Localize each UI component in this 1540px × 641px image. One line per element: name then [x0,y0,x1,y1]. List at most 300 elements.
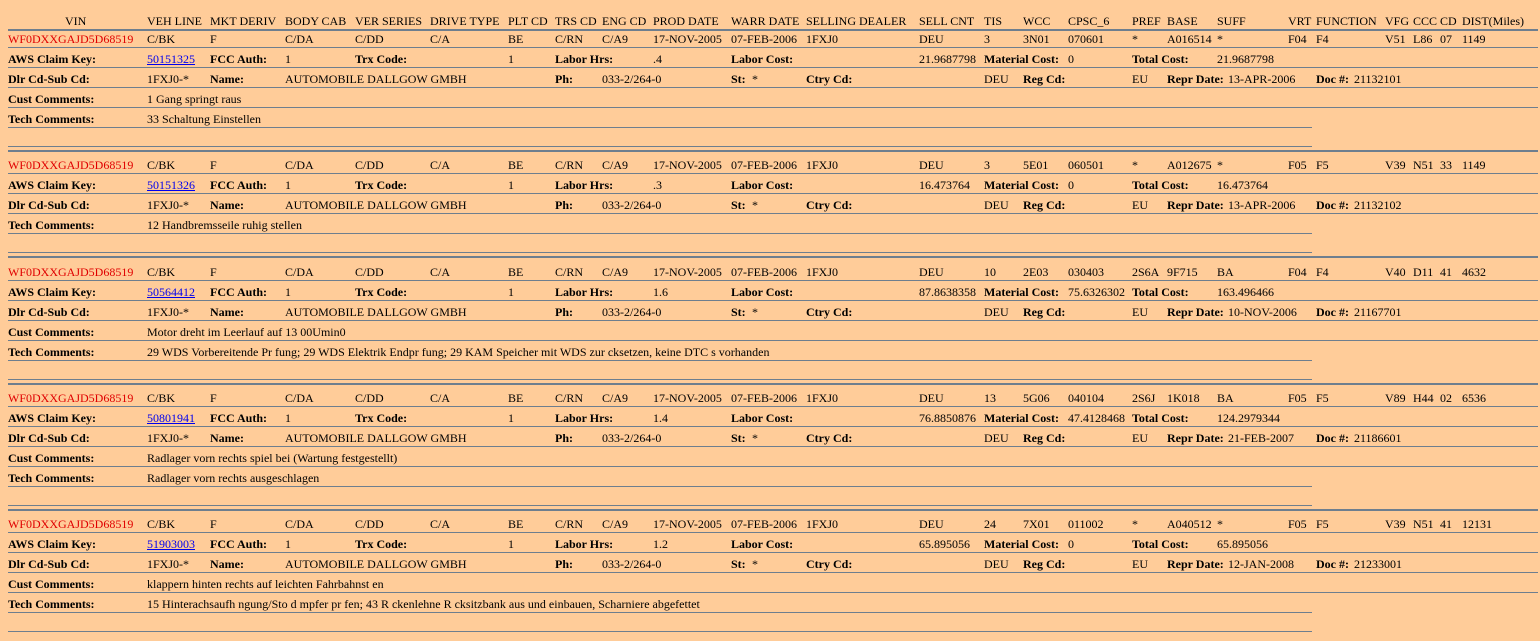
row-divider [8,466,1538,467]
record-end-divider [8,233,1312,234]
record-drive-type: C/A [430,158,451,172]
record-suff: BA [1217,391,1234,405]
phone-value: 033-2/264-0 [602,305,662,319]
column-header: BODY CAB [285,14,347,28]
record-ccc: D11 [1413,265,1434,279]
record-pref: * [1132,32,1138,46]
record-function: F4 [1316,265,1329,279]
repair-date-label: Repr Date: [1167,72,1224,86]
tech-comments-label: Tech Comments: [8,218,95,232]
repair-date-label: Repr Date: [1167,198,1224,212]
row-divider [8,446,1538,447]
record-cd: 33 [1440,158,1452,172]
record-pref: 2S6J [1132,391,1156,405]
claim-key-link[interactable]: 51903003 [147,537,195,551]
fcc-auth-value: 1 [285,411,291,425]
row-divider [8,532,1538,533]
material-cost-label: Material Cost: [984,178,1059,192]
column-header: CCC [1413,14,1438,28]
dealer-code-value: 1FXJ0-* [147,557,190,571]
fcc-auth-label: FCC Auth: [210,537,268,551]
labor-hrs-value: 1.4 [653,411,668,425]
fcc-auth-value: 1 [285,178,291,192]
labor-cost-value: 65.895056 [919,537,970,551]
tech-comments-label: Tech Comments: [8,345,95,359]
labor-cost-value: 16.473764 [919,178,970,192]
country-code-value: DEU [984,431,1009,445]
record-sell-cnt: DEU [919,517,944,531]
aws-claim-key-label: AWS Claim Key: [8,537,96,551]
fcc-auth-label: FCC Auth: [210,178,268,192]
region-code-label: Reg Cd: [1023,305,1066,319]
record-eng-cd: C/A9 [602,158,629,172]
column-header: DIST(Miles) [1462,14,1524,28]
row-divider [8,87,1538,88]
country-code-label: Ctry Cd: [806,198,853,212]
record-end-divider [8,127,1312,128]
record-base: 9F715 [1167,265,1198,279]
row-divider [8,47,1538,48]
record-veh-line: C/BK [147,158,176,172]
record-cd: 41 [1440,265,1452,279]
fcc-auth-value: 1 [285,52,291,66]
record-sell-cnt: DEU [919,391,944,405]
record-cpsc-6: 030403 [1068,265,1104,279]
record-ccc: H44 [1413,391,1434,405]
record-plt-cd: BE [508,391,524,405]
column-header: WCC [1023,14,1051,28]
record-suff: * [1217,517,1223,531]
record-warr-date: 07-FEB-2006 [731,158,797,172]
record-vfg: V51 [1385,32,1406,46]
dealer-code-value: 1FXJ0-* [147,431,190,445]
state-value: * [752,198,758,212]
row-divider [8,213,1538,214]
aws-claim-key-label: AWS Claim Key: [8,178,96,192]
record-body-cab: C/DA [285,158,314,172]
labor-hrs-label: Labor Hrs: [555,52,614,66]
country-code-label: Ctry Cd: [806,72,853,86]
total-cost-value: 16.473764 [1217,178,1268,192]
total-cost-value: 124.2979344 [1217,411,1280,425]
cust-comments-label: Cust Comments: [8,451,95,465]
record-pref: 2S6A [1132,265,1160,279]
column-header: VFG [1385,14,1410,28]
tech-comments-value: 12 Handbremsseile ruhig stellen [147,218,302,232]
trx-code-value: 1 [508,285,514,299]
record-eng-cd: C/A9 [602,391,629,405]
aws-claim-key-label: AWS Claim Key: [8,411,96,425]
phone-label: Ph: [555,431,573,445]
labor-hrs-value: 1.2 [653,537,668,551]
record-pref: * [1132,517,1138,531]
record-ccc: N51 [1413,158,1434,172]
country-code-value: DEU [984,305,1009,319]
claim-key-link[interactable]: 50151326 [147,178,195,192]
record-top-divider [8,150,1538,152]
claim-key-link[interactable]: 50151325 [147,52,195,66]
record-warr-date: 07-FEB-2006 [731,32,797,46]
record-mkt-deriv: F [210,32,217,46]
record-tis: 10 [984,265,996,279]
labor-hrs-label: Labor Hrs: [555,178,614,192]
record-vfg: V89 [1385,391,1406,405]
region-code-value: EU [1132,198,1148,212]
record-tis: 3 [984,32,990,46]
column-header: SELLING DEALER [806,14,907,28]
material-cost-label: Material Cost: [984,285,1059,299]
state-label: St: [731,198,746,212]
region-code-value: EU [1132,305,1148,319]
row-divider [8,406,1538,407]
labor-hrs-label: Labor Hrs: [555,285,614,299]
labor-cost-value: 76.8850876 [919,411,976,425]
record-eng-cd: C/A9 [602,32,629,46]
column-header: DRIVE TYPE [430,14,500,28]
record-drive-type: C/A [430,265,451,279]
vin-value: WF0DXXGAJD5D68519 [8,158,134,172]
trx-code-value: 1 [508,52,514,66]
record-selling-dealer: 1FXJ0 [806,32,839,46]
record-vrt: F05 [1288,158,1307,172]
record-ccc: N51 [1413,517,1434,531]
doc-number-label: Doc #: [1316,305,1349,319]
total-cost-label: Total Cost: [1132,285,1189,299]
column-header: CD [1440,14,1457,28]
column-header: PLT CD [508,14,548,28]
dealer-code-label: Dlr Cd-Sub Cd: [8,305,90,319]
phone-value: 033-2/264-0 [602,431,662,445]
record-sell-cnt: DEU [919,32,944,46]
record-suff: BA [1217,265,1234,279]
phone-value: 033-2/264-0 [602,557,662,571]
phone-value: 033-2/264-0 [602,198,662,212]
record-wcc: 5G06 [1023,391,1050,405]
doc-number-value: 21167701 [1354,305,1402,319]
record-trs-cd: C/RN [555,517,584,531]
fcc-auth-label: FCC Auth: [210,411,268,425]
record-prod-date: 17-NOV-2005 [653,32,722,46]
labor-cost-label: Labor Cost: [731,537,794,551]
repair-date-value: 12-JAN-2008 [1228,557,1294,571]
record-pref: * [1132,158,1138,172]
record-vrt: F04 [1288,265,1307,279]
trx-code-value: 1 [508,178,514,192]
state-label: St: [731,305,746,319]
record-body-cab: C/DA [285,517,314,531]
record-plt-cd: BE [508,517,524,531]
record-cpsc-6: 070601 [1068,32,1104,46]
record-tis: 13 [984,391,996,405]
record-trs-cd: C/RN [555,391,584,405]
state-value: * [752,431,758,445]
trx-code-label: Trx Code: [355,411,408,425]
cust-comments-value: Motor dreht im Leerlauf auf 13 00Umin0 [147,325,346,339]
vin-value: WF0DXXGAJD5D68519 [8,517,134,531]
doc-number-label: Doc #: [1316,431,1349,445]
fcc-auth-label: FCC Auth: [210,52,268,66]
record-function: F5 [1316,391,1329,405]
record-body-cab: C/DA [285,265,314,279]
fcc-auth-label: FCC Auth: [210,285,268,299]
total-cost-value: 163.496466 [1217,285,1274,299]
fcc-auth-value: 1 [285,537,291,551]
record-dist: 1149 [1462,158,1486,172]
region-code-label: Reg Cd: [1023,557,1066,571]
record-ver-series: C/DD [355,32,384,46]
labor-cost-label: Labor Cost: [731,411,794,425]
total-cost-value: 65.895056 [1217,537,1268,551]
trx-code-label: Trx Code: [355,537,408,551]
labor-hrs-label: Labor Hrs: [555,537,614,551]
repair-date-label: Repr Date: [1167,557,1224,571]
tech-comments-label: Tech Comments: [8,597,95,611]
vin-value: WF0DXXGAJD5D68519 [8,32,134,46]
column-header: FUNCTION [1316,14,1377,28]
record-trs-cd: C/RN [555,265,584,279]
record-vfg: V39 [1385,158,1406,172]
total-cost-label: Total Cost: [1132,178,1189,192]
labor-hrs-label: Labor Hrs: [555,411,614,425]
record-plt-cd: BE [508,32,524,46]
tech-comments-label: Tech Comments: [8,471,95,485]
vin-value: WF0DXXGAJD5D68519 [8,391,134,405]
record-drive-type: C/A [430,517,451,531]
cust-comments-label: Cust Comments: [8,325,95,339]
record-tis: 24 [984,517,996,531]
dealer-name-label: Name: [210,557,244,571]
record-warr-date: 07-FEB-2006 [731,265,797,279]
tech-comments-value: 29 WDS Vorbereitende Pr fung; 29 WDS Elektrik Endpr fung; 29 KAM Speicher mit WDS zur cksetzen, keine DTC s vorhanden [147,345,770,359]
material-cost-value: 0 [1068,52,1074,66]
row-divider [8,300,1538,301]
cust-comments-value: klappern hinten rechts auf leichten Fahrbahnst en [147,577,384,591]
column-header: VEH LINE [147,14,202,28]
record-mkt-deriv: F [210,265,217,279]
record-prod-date: 17-NOV-2005 [653,265,722,279]
record-sell-cnt: DEU [919,158,944,172]
dealer-name-label: Name: [210,198,244,212]
claim-key-link[interactable]: 50801941 [147,411,195,425]
state-value: * [752,72,758,86]
record-prod-date: 17-NOV-2005 [653,517,722,531]
column-header: VER SERIES [355,14,423,28]
record-ver-series: C/DD [355,265,384,279]
record-veh-line: C/BK [147,391,176,405]
repair-date-value: 13-APR-2006 [1228,72,1296,86]
record-cd: 41 [1440,517,1452,531]
claim-key-link[interactable]: 50564412 [147,285,195,299]
material-cost-value: 0 [1068,537,1074,551]
record-base: A040512 [1167,517,1212,531]
material-cost-label: Material Cost: [984,537,1059,551]
repair-date-label: Repr Date: [1167,431,1224,445]
record-mkt-deriv: F [210,158,217,172]
material-cost-label: Material Cost: [984,52,1059,66]
cust-comments-value: 1 Gang springt raus [147,92,242,106]
region-code-value: EU [1132,72,1148,86]
column-header: TRS CD [555,14,597,28]
record-mkt-deriv: F [210,391,217,405]
labor-hrs-value: 1.6 [653,285,668,299]
tech-comments-value: 15 Hinterachsaufh ngung/Sto d mpfer pr fen; 43 R ckenlehne R cksitzbank aus und einbauen, Scharniere abgefettet [147,597,700,611]
material-cost-value: 0 [1068,178,1074,192]
repair-date-label: Repr Date: [1167,305,1224,319]
record-base: A012675 [1167,158,1212,172]
column-header: TIS [984,14,1002,28]
region-code-value: EU [1132,431,1148,445]
doc-number-label: Doc #: [1316,198,1349,212]
tech-comments-value: 33 Schaltung Einstellen [147,112,261,126]
record-top-divider [8,383,1538,385]
trx-code-label: Trx Code: [355,285,408,299]
record-separator [8,252,1312,253]
record-ccc: L86 [1413,32,1433,46]
tech-comments-label: Tech Comments: [8,112,95,126]
row-divider [8,340,1538,341]
trx-code-label: Trx Code: [355,178,408,192]
row-divider [8,320,1538,321]
total-cost-label: Total Cost: [1132,411,1189,425]
row-divider [8,173,1538,174]
phone-label: Ph: [555,305,573,319]
record-body-cab: C/DA [285,391,314,405]
dealer-code-label: Dlr Cd-Sub Cd: [8,198,90,212]
record-selling-dealer: 1FXJ0 [806,265,839,279]
aws-claim-key-label: AWS Claim Key: [8,285,96,299]
state-label: St: [731,72,746,86]
row-divider [8,67,1538,68]
record-cpsc-6: 011002 [1068,517,1104,531]
record-wcc: 5E01 [1023,158,1049,172]
record-drive-type: C/A [430,32,451,46]
record-vrt: F05 [1288,517,1307,531]
doc-number-label: Doc #: [1316,72,1349,86]
column-header: SELL CNT [919,14,975,28]
row-divider [8,592,1538,593]
record-prod-date: 17-NOV-2005 [653,391,722,405]
record-eng-cd: C/A9 [602,517,629,531]
labor-cost-label: Labor Cost: [731,178,794,192]
record-selling-dealer: 1FXJ0 [806,158,839,172]
record-dist: 4632 [1462,265,1486,279]
record-plt-cd: BE [508,158,524,172]
record-tis: 3 [984,158,990,172]
record-wcc: 3N01 [1023,32,1050,46]
labor-cost-value: 21.9687798 [919,52,976,66]
dealer-name-label: Name: [210,72,244,86]
record-vfg: V40 [1385,265,1406,279]
country-code-label: Ctry Cd: [806,305,853,319]
record-veh-line: C/BK [147,517,176,531]
record-suff: * [1217,158,1223,172]
record-function: F5 [1316,517,1329,531]
dealer-name-value: AUTOMOBILE DALLGOW GMBH [285,305,467,319]
dealer-name-label: Name: [210,305,244,319]
record-trs-cd: C/RN [555,158,584,172]
phone-label: Ph: [555,72,573,86]
trx-code-value: 1 [508,411,514,425]
record-ver-series: C/DD [355,517,384,531]
material-cost-value: 75.6326302 [1068,285,1125,299]
labor-cost-label: Labor Cost: [731,52,794,66]
doc-number-value: 21132101 [1354,72,1402,86]
record-prod-date: 17-NOV-2005 [653,158,722,172]
repair-date-value: 10-NOV-2006 [1228,305,1297,319]
record-end-divider [8,612,1312,613]
record-selling-dealer: 1FXJ0 [806,391,839,405]
record-separator [8,379,1312,380]
record-wcc: 7X01 [1023,517,1050,531]
dealer-code-value: 1FXJ0-* [147,72,190,86]
phone-value: 033-2/264-0 [602,72,662,86]
aws-claim-key-label: AWS Claim Key: [8,52,96,66]
row-divider [8,107,1538,108]
record-separator [8,631,1312,632]
labor-hrs-value: .4 [653,52,662,66]
region-code-value: EU [1132,557,1148,571]
region-code-label: Reg Cd: [1023,431,1066,445]
dealer-code-label: Dlr Cd-Sub Cd: [8,557,90,571]
phone-label: Ph: [555,557,573,571]
record-plt-cd: BE [508,265,524,279]
state-label: St: [731,431,746,445]
row-divider [8,572,1538,573]
column-header: MKT DERIV [210,14,277,28]
row-divider [8,280,1538,281]
dealer-name-value: AUTOMOBILE DALLGOW GMBH [285,557,467,571]
region-code-label: Reg Cd: [1023,72,1066,86]
country-code-label: Ctry Cd: [806,557,853,571]
tech-comments-value: Radlager vorn rechts ausgeschlagen [147,471,320,485]
column-header: CPSC_6 [1068,14,1110,28]
row-divider [8,552,1538,553]
repair-date-value: 21-FEB-2007 [1228,431,1294,445]
record-veh-line: C/BK [147,265,176,279]
record-eng-cd: C/A9 [602,265,629,279]
record-dist: 12131 [1462,517,1492,531]
column-header: BASE [1167,14,1198,28]
record-mkt-deriv: F [210,517,217,531]
record-function: F4 [1316,32,1329,46]
column-header: SUFF [1217,14,1246,28]
record-function: F5 [1316,158,1329,172]
region-code-label: Reg Cd: [1023,198,1066,212]
column-header: VIN [65,14,87,28]
country-code-value: DEU [984,72,1009,86]
material-cost-value: 47.4128468 [1068,411,1125,425]
labor-cost-label: Labor Cost: [731,285,794,299]
record-vfg: V39 [1385,517,1406,531]
fcc-auth-value: 1 [285,285,291,299]
cust-comments-value: Radlager vorn rechts spiel bei (Wartung festgestellt) [147,451,398,465]
record-dist: 6536 [1462,391,1486,405]
record-selling-dealer: 1FXJ0 [806,517,839,531]
dealer-name-value: AUTOMOBILE DALLGOW GMBH [285,198,467,212]
record-veh-line: C/BK [147,32,176,46]
record-base: A016514 [1167,32,1212,46]
dealer-name-value: AUTOMOBILE DALLGOW GMBH [285,72,467,86]
column-header: VRT [1288,14,1312,28]
doc-number-value: 21186601 [1354,431,1402,445]
state-label: St: [731,557,746,571]
dealer-code-value: 1FXJ0-* [147,198,190,212]
record-warr-date: 07-FEB-2006 [731,391,797,405]
column-header: PROD DATE [653,14,719,28]
material-cost-label: Material Cost: [984,411,1059,425]
trx-code-value: 1 [508,537,514,551]
column-header: PREF [1132,14,1161,28]
